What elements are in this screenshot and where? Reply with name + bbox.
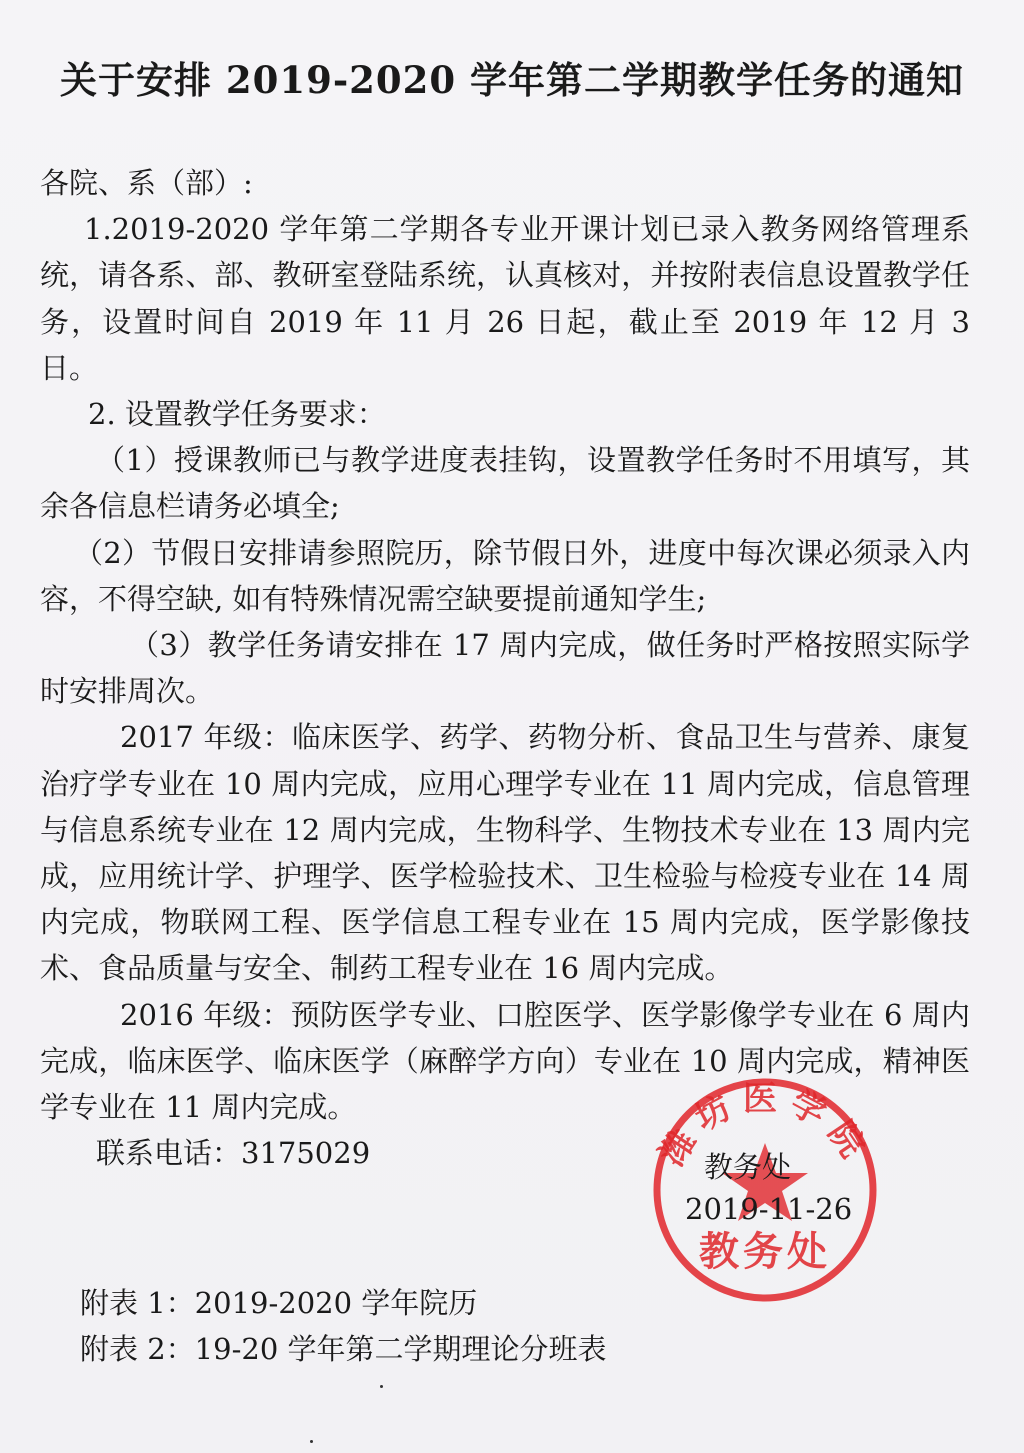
requirement-2: （2）节假日安排请参照院历，除节假日外，进度中每次课必须录入内容，不得空缺, 如有特殊情况需空缺要提前通知学生;	[40, 535, 970, 616]
item-1: 1.2019-2020 学年第二学期各专业开课计划已录入教务网络管理系统，请各系、部、教研室登陆系统，认真核对，并按附表信息设置教学任务，设置时间自 2019 年 11 月 26 日起，截止至 2019 年 12 月 3 日。	[40, 212, 970, 385]
official-seal-icon	[640, 1065, 890, 1315]
item-2-heading: 2. 设置教学任务要求：	[88, 397, 386, 432]
document-title: 关于安排 2019-2020 学年第二学期教学任务的通知	[59, 58, 965, 102]
attachment-1: 附表 1：2019-2020 学年院历	[80, 1286, 478, 1320]
requirement-3: （3）教学任务请安排在 17 周内完成，做任务时严格按照实际学时安排周次。	[40, 628, 970, 709]
signature-block	[640, 1065, 890, 1315]
requirement-1: （1）授课教师已与教学进度表挂钩，设置教学任务时不用填写，其余各信息栏请务必填全;	[40, 443, 970, 524]
grade-2016-paragraph: 2016 年级：预防医学专业、口腔医学、医学影像学专业在 6 周内完成，临床医学、临床医学（麻醉学方向）专业在 10 周内完成，精神医学专业在 11 周内完成。	[40, 997, 970, 1125]
speck	[380, 1385, 383, 1388]
attachment-2: 附表 2：19-20 学年第二学期理论分班表	[80, 1332, 607, 1366]
speck	[310, 1440, 313, 1443]
grade-2017-paragraph: 2017 年级：临床医学、药学、药物分析、食品卫生与营养、康复治疗学专业在 10 周内完成，应用心理学专业在 11 周内完成，信息管理与信息系统专业在 12 周内完成，生物科学、生物技术专业在 13 周内完成，应用统计学、护理学、医学检验技术、卫生检验与检疫专业在 14 周内完成，物联网工程、医学信息工程专业在 15 周内完成，医学影像技术、食品质量与安全、制药工程专业在 16 周内完成。	[40, 720, 970, 986]
signing-department: 教务处	[704, 1150, 792, 1184]
addressee: 各院、系（部）:	[40, 166, 253, 200]
attachments-list	[80, 1280, 607, 1372]
contact-phone: 联系电话：3175029	[96, 1136, 371, 1171]
signing-date: 2019-11-26	[685, 1192, 853, 1226]
seal-top-text: 潍坊医学院	[652, 1079, 878, 1174]
seal-bottom-text: 教务处	[699, 1228, 831, 1275]
document-body	[40, 160, 970, 1176]
